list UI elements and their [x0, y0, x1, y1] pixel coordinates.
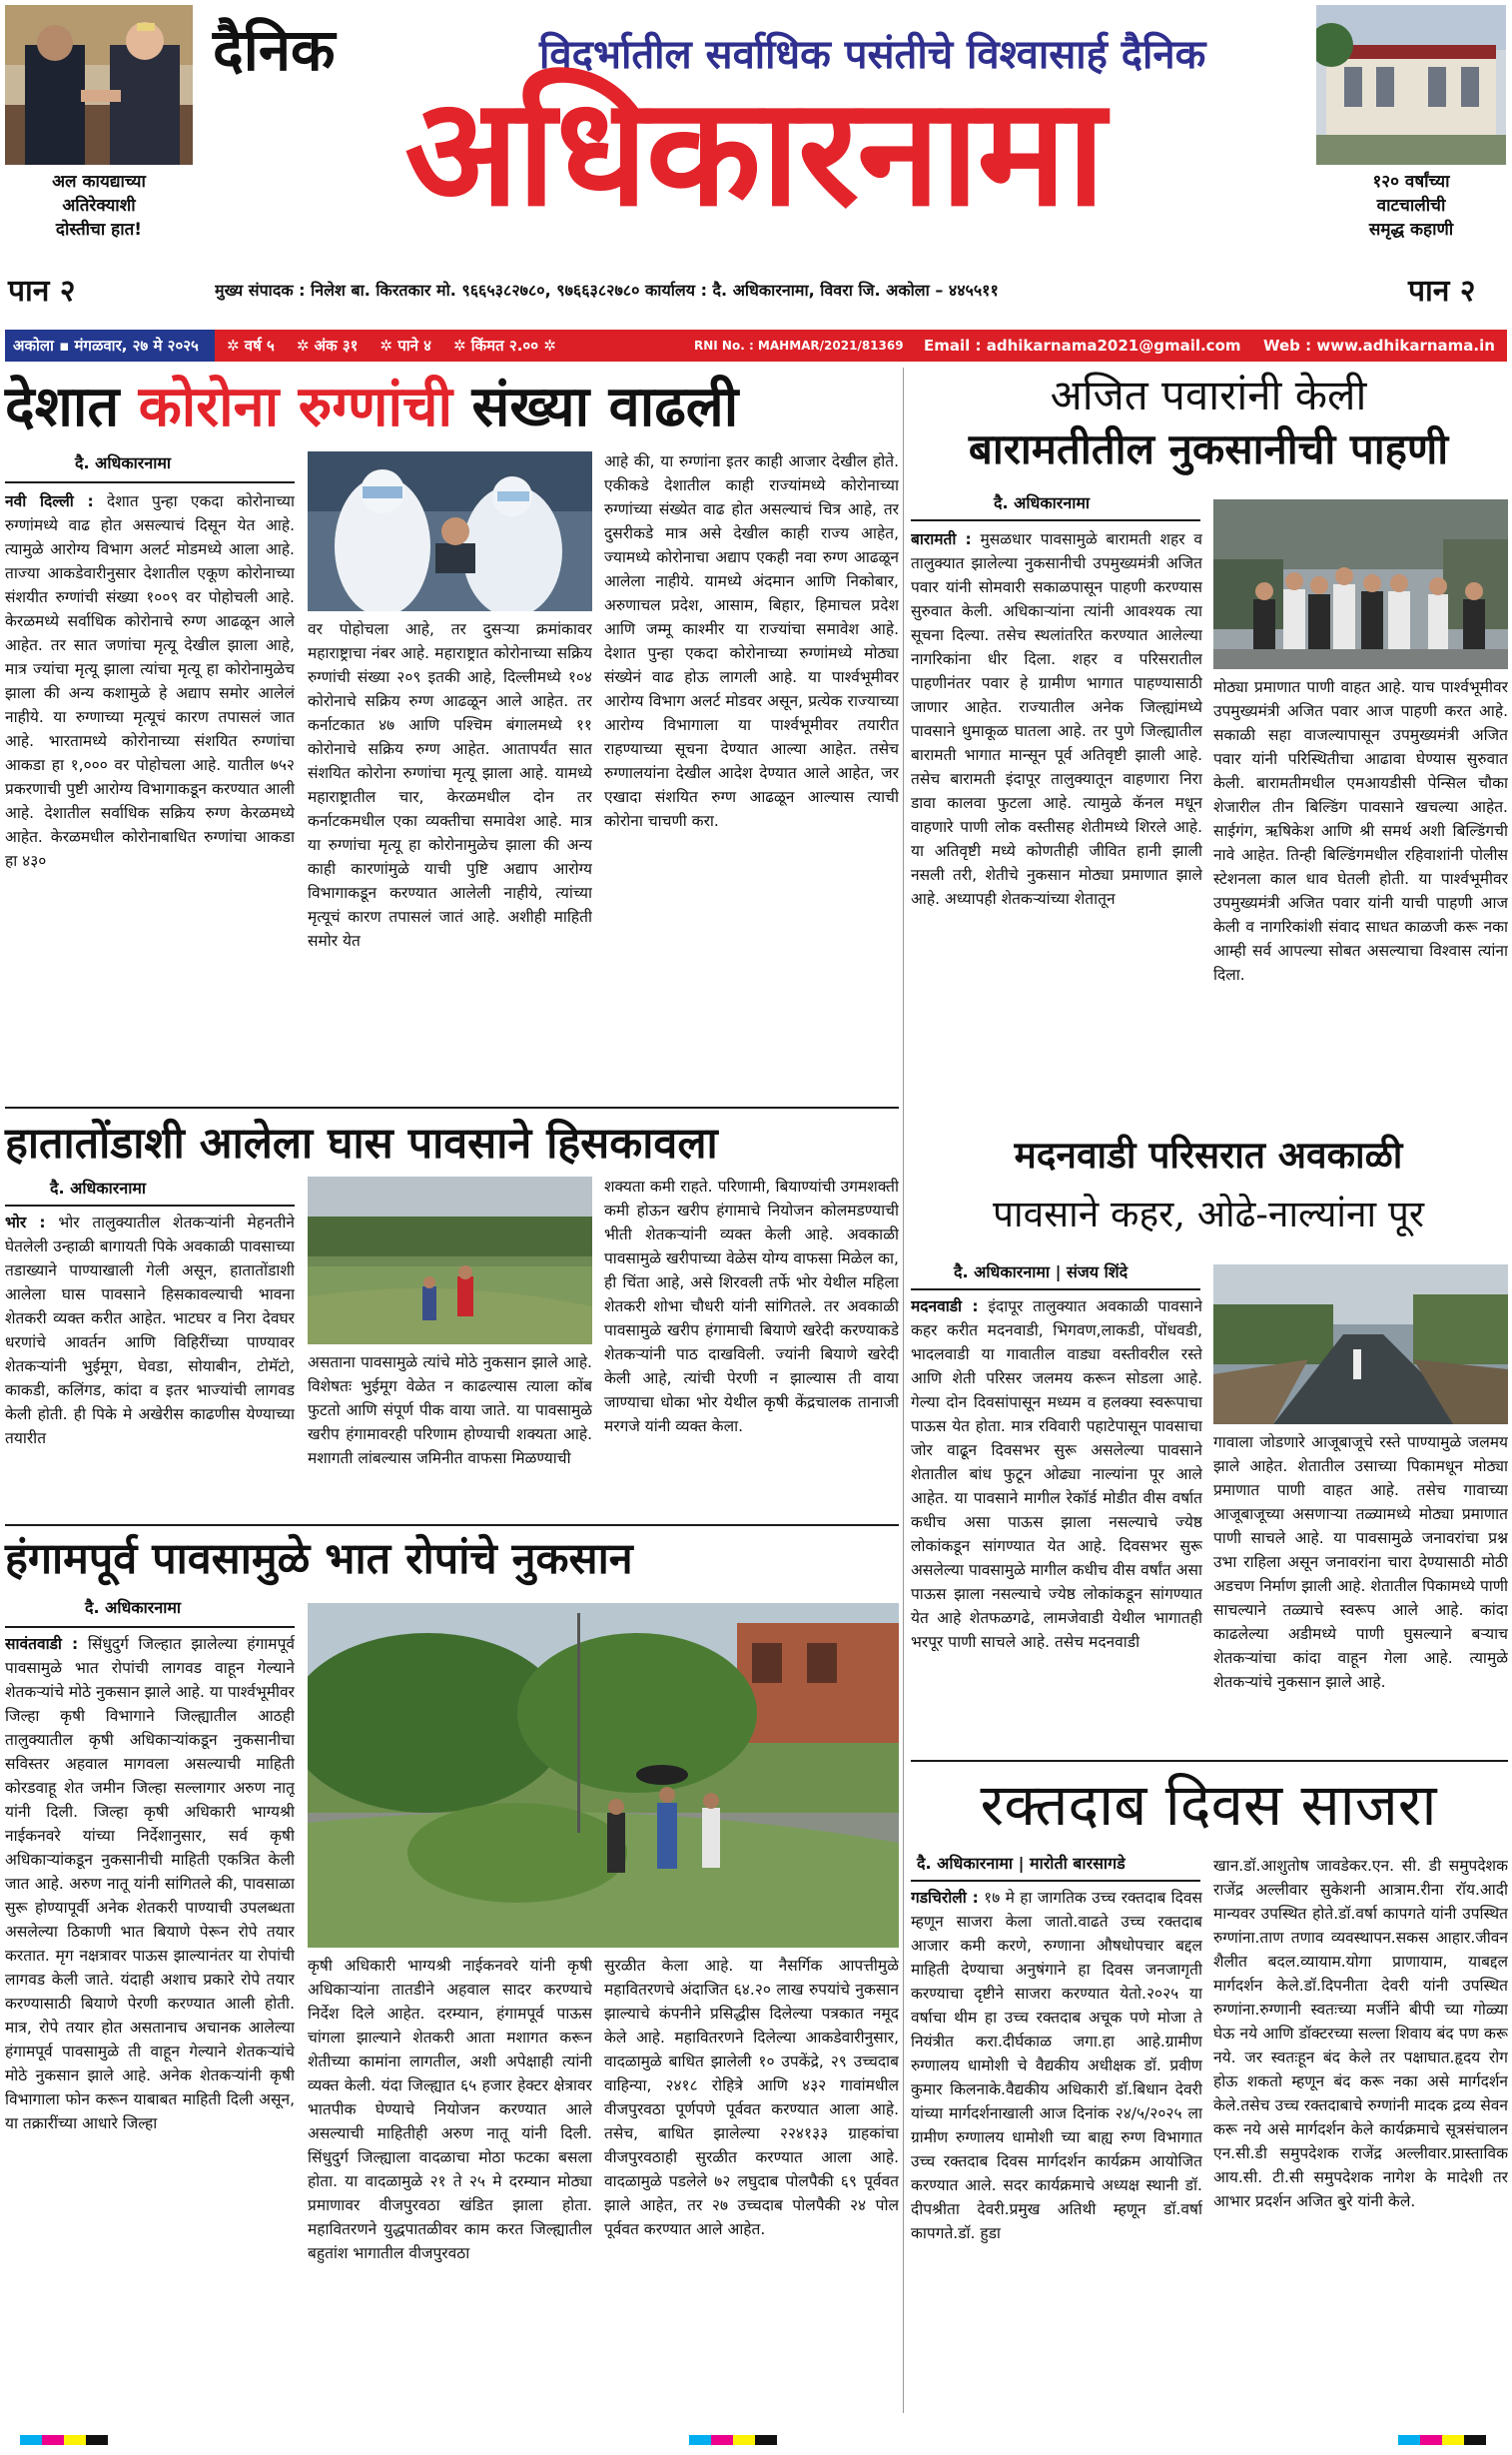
a5-byline: दै. अधिकारनामा [85, 1598, 182, 1617]
a2-col1 [911, 527, 1202, 1097]
info-price: ✲ किंमत २.०० ✲ [452, 337, 556, 355]
info-email[interactable]: Email : adhikarnama2021@gmail.com [924, 337, 1241, 355]
a3-byline: दै. अधिकारनामा [50, 1179, 147, 1198]
page-label-right: पान २ [1408, 274, 1476, 309]
a3-col3: शक्यता कमी राहते. परिणामी, बियाण्यांची उगमशक्ती कमी होऊन खरीप हंगामाचे नियोजन कोलमडण्याची भीती शेतकऱ्यांनी व्यक्त केली आहे. अवकाळी पावसामुळे खरीपाच्या वेळेस योग्य वाफसा मिळेल का, ही चिंता आहे, असे शिरवली तर्फे भोर येथील महिला शेतकरी शोभा चौधरी यांनी सांगितले. तर अवकाळी पावसामुळे खरीप हंगामाची बियाणे खरेदी करण्याकडे शेतकऱ्यांनी पाठ दाखविली. ज्यांनी बियाणे खरेदी केली आहे, त्यांची पेरणी न झाल्यास ती वाया जाण्याचा धोका भोर येथील कृषी केंद्रचालक तानाजी मरगजे यांनी व्यक्त केला. [604, 1178, 899, 1435]
a4-headline-1: मदनवाडी परिसरात अवकाळी [1014, 1133, 1403, 1177]
info-bar [5, 330, 1507, 362]
caption-line: दोस्तीचा हात! [55, 220, 143, 240]
a6-dateline: गडचिरोली : [911, 1889, 979, 1907]
a1-headline-c: संख्या वाढली [452, 374, 739, 439]
a1-headline-b: कोरोना रुग्णांची [138, 374, 453, 439]
color-bar-left [20, 2435, 108, 2445]
a3-dateline: भोर : [5, 1214, 46, 1231]
a2-dateline: बारामती : [911, 530, 972, 548]
a4-photo [1213, 1264, 1508, 1424]
a4-byline: दै. अधिकारनामा | संजय शिंदे [954, 1262, 1129, 1281]
masthead-title: अधिकारनामा [404, 66, 1104, 240]
a2-headline-1: अजित पवारांनी केली [1050, 371, 1367, 419]
info-bar-place-date: अकोला ▪ मंगळवार, २७ मे २०२५ [5, 330, 215, 362]
a5-photo [308, 1603, 899, 1948]
a2-rule [911, 519, 1200, 521]
color-bar-right [1398, 2435, 1486, 2445]
a5-headline: हंगामपूर्व पावसामुळे भात रोपांचे नुकसान [5, 1534, 633, 1584]
editor-line: मुख्य संपादक : निलेश बा. किरतकार मो. ९६६५३८२७८०, ९७६६३८२७८० कार्यालय : दै. अधिकारनामा, विवरा जि. अकोला – ४४५५११ [215, 281, 999, 300]
a4-rule [911, 1288, 1200, 1290]
a6-byline: दै. अधिकारनामा | मारोती बारसागडे [917, 1854, 1126, 1873]
a1-col2: वर पोहोचला आहे, तर दुसऱ्या क्रमांकावर महाराष्ट्राचा नंबर आहे. महाराष्ट्रात कोरोनाच्या सक्रिय रुग्णांची संख्या २०९ इतकी आहे, दिल्लीमध्ये १०४ कोरोनाचे सक्रिय रुग्ण आढळून आले आहेत. तर कर्नाटकात ४७ आणि पश्चिम बंगालमध्ये ११ कोरोनाचे सक्रिय रुग्ण आहेत. आतापर्यंत सात संशयित कोरोना रुग्णांचा मृत्यू झाला आहे. यामध्ये महाराष्ट्रातील चार, केरळमधील दोन तर कर्नाटकमधील एका व्यक्तीचा समावेश आहे. मात्र या रुग्णांचा मृत्यू हा कोरोनामुळेच झाला की अन्य काही कारणांमुळे याची पुष्टि अद्याप आरोग्य विभागाकडून करण्यात आलेली नाहीये, त्यांच्या मृत्यूचं कारण तपासलं जातं आहे. अशीही माहिती समोर येत [308, 620, 592, 950]
a3-top-rule [5, 1107, 899, 1109]
caption-line: समृद्ध कहाणी [1368, 220, 1454, 240]
caption-line: वाटचालीची [1376, 196, 1446, 216]
a5-rule [5, 1626, 295, 1628]
a6-col1 [911, 1886, 1202, 2413]
a1-col1-text: देशात पुन्हा एकदा कोरोनाच्या रुग्णांमध्ये वाढ होत असल्याचं दिसून येत आहे. त्यामुळे आरोग्य विभाग अलर्ट मोडमध्ये आला आहे. ताज्या आकडेवारीनुसार देशातील एकूण कोरोनाच्या संशयीत रुग्णांची संख्या १००९ वर पोहोचली आहे. केरळमध्ये सर्वाधिक कोरोनाचे रुग्ण आढळून आले आहेत. तर सात जणांचा मृत्यू देखील झाला आहे, मात्र ज्यांचा मृत्यू झाला त्यांचा मृत्यू हा कोरोनामुळेच झाला की अन्य कशामुळे हे अद्याप समोर आलेलं नाहीये. या रुग्णाच्या मृत्यूचं कारण तपासलं जात आहे. भारतामध्ये कोरोनाच्या संशयित रुग्णांचा आकडा हा १,००० वर पोहोचला आहे. यातील ७५२ प्रकरणाची पुष्टी आरोग्य विभागाकडून करण्यात आली आहे. देशातील सर्वाधिक सक्रिय रुग्ण केरळमध्ये आहेत. केरळमधील कोरोनाबाधित रुग्णांचा आकडा हा ४३० [5, 492, 295, 870]
a6-col2: खान.डॉ.आशुतोष जावडेकर.एन. सी. डी समुपदेशक राजेंद्र अल्लीवार सुकेशनी आत्राम.रीना रॉय.आदी मान्यवर उपस्थित होते.डॉ.वर्षा कापगते यांनी उपस्थित रुग्णांना.ताण तणाव व्यवस्थापन.सकस आहार.जीवन शैलीत बदल.व्यायाम.योगा प्राणायाम, याबद्दल मार्गदर्शन केले.डॉ.दिपनीता देवरी यांनी उपस्थित रुग्णांना.रुग्णानी स्वतःच्या मर्जीने बीपी च्या गोळ्या घेऊ नये आणि डॉक्टरच्या सल्ला शिवाय बंद पण करू नये. जर स्वतःहून बंद केले तर पक्षाघात.हृदय रोग होऊ शकतो म्हणून बंद करू नका असे मार्गदर्शन केले.तसेच उच्च रक्तदाबाचे रुग्णांनी मादक द्रव्य सेवन करू नये असे मार्गदर्शन केले कार्यक्रमाचे सूत्रसंचालन एन.सी.डी समुपदेशक राजेंद्र अल्लीवार.प्रास्ताविक आय.सी. टी.सी समुपदेशक नागेश के मादेशी तर आभार प्रदर्शन अजित बुरे यांनी केले. [1213, 1857, 1508, 2210]
info-pages: ✲ पाने ४ [379, 337, 431, 355]
page-label-left: पान २ [8, 274, 76, 309]
masthead-tagline: विदर्भातील सर्वाधिक पसंतीचे विश्वासार्ह दैनिक [539, 32, 1206, 78]
info-issue: ✲ अंक ३१ [296, 337, 359, 355]
a6-rule [911, 1880, 1200, 1882]
a2-byline: दै. अधिकारनामा [994, 493, 1091, 512]
a4-col2: गावाला जोडणारे आजूबाजूचे रस्ते पाण्यामुळे जलमय झाले आहेत. शेतातील उसाच्या पिकामधून मोठ्या प्रमाणात पाणी वाहत आहे. तसेच गावाच्या आजूबाजूच्या असणाऱ्या तळ्यामध्ये मोठ्या प्रमाणात पाणी साचले आहे. या पावसामुळे जनावरांचा प्रश्न उभा राहिला असून जनावरांना चारा देण्यासाठी मोठी अडचण निर्माण झाली आहे. शेतातील पिकामध्ये पाणी साचल्याने तळ्याचे स्वरूप आले आहे. कांदा काढलेल्या अडीमध्ये पाणी घुसल्याने बऱ्याच शेतकऱ्यांचा कांदा वाहून गेला आहे. त्यामुळे शेतकऱ्यांचे नुकसान झाले आहे. [1213, 1433, 1508, 1691]
a5-top-rule [5, 1524, 899, 1526]
a3-col2: असताना पावसामुळे त्यांचे मोठे नुकसान झाले आहे. विशेषतः भुईमूग वेळेत न काढल्यास त्याला कोंब फुटतो आणि संपूर्ण पीक वाया जाते. या पावसामुळे खरीप हंगामावरही परिणाम होण्याची शक्यता आहे. मशागती लांबल्यास जमिनीत वाफसा मिळण्याची [308, 1353, 592, 1467]
a3-photo [308, 1177, 592, 1344]
a2-headline-2: बारामतीतील नुकसानीची पाहणी [968, 424, 1449, 473]
color-bar-center [689, 2435, 777, 2445]
a5-col3: सुरळीत केला आहे. या नैसर्गिक आपत्तीमुळे महावितरणचे अंदाजित ६४.२० लाख रुपयांचे नुकसान झाल्याचे कंपनीने प्रसिद्धीस दिलेल्या पत्रकात नमूद केले आहे. महावितरणने दिलेल्या आकडेवारीनुसार, वादळामुळे बाधित झालेली १० उपकेंद्रे, २९ उच्चदाब वाहिन्या, २४१८ रोहित्रे आणि ४३२ गावांमधील वीजपुरवठा पूर्णपणे पूर्ववत करण्यात आला आहे. तसेच, बाधित झालेल्या २२४१३३ ग्राहकांचा वीजपुरवठाही सुरळीत करण्यात आला आहे. वादळामुळे पडलेले ७२ लघुदाब पोलपैकी ६९ पूर्ववत झाले आहेत, तर २७ उच्चदाब पोलपैकी २४ पोल पूर्ववत करण्यात आले आहेत. [604, 1957, 899, 2238]
info-rni: RNI No. : MAHMAR/2021/81369 [694, 339, 904, 353]
masthead-right-caption [1316, 170, 1506, 242]
a1-headline [5, 372, 738, 441]
a1-rule [5, 481, 295, 483]
a1-col3: आहे की, या रुग्णांना इतर काही आजार देखील होते. एकीकडे देशातील काही राज्यांमध्ये कोरोनाच्या रुग्णांच्या संख्येत वाढ होत असल्याचं चित्र आहे, तर दुसरीकडे मात्र असे देखील काही राज्य आहेत, ज्यामध्ये कोरोनाचा अद्याप एकही नवा रुग्ण आढळून आलेला नाहीये. यामध्ये अंदमान आणि निकोबार, अरुणाचल प्रदेश, आसाम, बिहार, हिमाचल प्रदेश आणि जम्मू काश्मीर या राज्यांचा समावेश आहे. देशात पुन्हा एकदा कोरोनाच्या रुग्णांमध्ये मोठ्या संख्येनं वाढ होऊ लागली आहे. या पार्श्वभूमीवर आरोग्य विभाग अलर्ट मोडवर असून, प्रत्येक राज्याच्या आरोग्य विभागाला या पार्श्वभूमीवर तयारीत राहण्याच्या सूचना देण्यात आल्या आहेत. तसेच रुग्णालयांना देखील आदेश देण्यात आले आहेत, जर एखादा संशयित रुग्ण आढळून आल्यास त्याची कोरोना चाचणी करा. [604, 452, 899, 830]
a6-headline: रक्तदाब दिवस साजरा [980, 1771, 1437, 1839]
masthead-left-caption [5, 170, 193, 242]
caption-line: १२० वर्षांच्या [1372, 172, 1450, 192]
a1-byline: दै. अधिकारनामा [75, 453, 172, 472]
a4-col1-text: इंदापूर तालुक्यात अवकाळी पावसाने कहर करीत मदनवाडी, भिगवण,लाकडी, पोंधवडी, भादलवाडी या गावातील वाड्या वस्तीवरील रस्ते आणि शेती परिसर जलमय करून सोडला आहे. गेल्या दोन दिवसांपासून मध्यम व हलक्या स्वरूपाचा पाऊस येत होता. मात्र रविवारी पहाटेपासून पावसाचा जोर वाढून दिवसभर सुरू असलेल्या पावसाने शेतातील बांध फुटून ओढ्या नाल्यांना पूर आले आहेत. या पावसाने मागील रेकॉर्ड मोडीत वीस वर्षात कधीच असा पाऊस झाला नसल्याचे ज्येष्ठ लोकांकडून सांगण्यात येत आहे. दिवसभर सुरू असलेल्या पावसामुळे मागील कधीच वीस वर्षांत असा पाऊस झाला नसल्याचे ज्येष्ठ लोकांकडून सांगण्यात येत आहे शेतफळगढे, लामजेवाडी येथील भागातही भरपूर पाणी साचले आहे. तसेच मदनवाडी [911, 1297, 1202, 1651]
a3-col1-text: भोर तालुक्यातील शेतकऱ्यांनी मेहनतीने घेतलेली उन्हाळी बागायती पिके अवकाळी पावसाच्या तडाख्याने पाण्याखाली गेली असून, हातातोंडाशी आलेला घास पावसाने हिसकावल्याची भावना शेतकरी व्यक्त करीत आहेत. भाटघर व निरा देवघर धरणांचे आवर्तन आणि विहिरींच्या पाण्यावर शेतकऱ्यांनी भुईमूग, घेवडा, सोयाबीन, टोमॅटो, काकडी, कलिंगड, कांदा व इतर भाज्यांची लागवड केली होती. ही पिके मे अखेरीस काढणीस येण्याच्या तयारीत [5, 1214, 295, 1447]
masthead-left-photo [5, 5, 193, 165]
a1-dateline: नवी दिल्ली : [5, 492, 94, 510]
masthead-right-photo [1316, 5, 1506, 165]
caption-line: अल कायद्याच्या [52, 172, 146, 192]
caption-line: अतिरेक्याशी [62, 196, 136, 216]
a2-col1-text: मुसळधार पावसामुळे बारामती शहर व तालुक्यात झालेल्या नुकसानीची उपमुख्यमंत्री अजित पवार यांनी सोमवारी सकाळपासून पाहणी करण्यास सुरुवात केली. अधिकाऱ्यांना त्यांनी आवश्यक त्या सूचना दिल्या. तसेच स्थलांतरित करण्यात आलेल्या नागरिकांना धीर दिला. शहर व परिसरातील पाहणीनंतर पवार हे ग्रामीण भागात पाहण्यासाठी जाणार आहेत. राज्यातील अनेक जिल्ह्यांमध्ये पावसाने धुमाकूळ घातला आहे. तर पुणे जिल्ह्यातील बारामती भागात मान्सून पूर्व अतिवृष्टी झाली आहे. तसेच बारामती इंदापूर तालुक्यातून वाहणारा निरा डावा कालवा फुटला आहे. त्यामुळे कॅनल मधून वाहणारे पाणी लोक वस्तीसह शेतीमध्ये शिरले आहे. या अतिवृष्टी मध्ये कोणतीही जीवित हानी झाली नसली तरी, शेतीचे नुकसान मोठ्या प्रमाणात झाले आहे. अध्यापही शेतकऱ्यांच्या शेतातून [911, 530, 1202, 908]
masthead-daily: दैनिक [213, 16, 336, 84]
a5-col1 [5, 1632, 295, 2411]
a4-dateline: मदनवाडी : [911, 1297, 979, 1315]
a1-headline-a: देशात [5, 374, 139, 439]
a1-col1 [5, 489, 295, 1094]
a5-col1-text: सिंधुदुर्ग जिल्हात झालेल्या हंगामपूर्व पावसामुळे भात रोपांची लागवड वाहून गेल्याने शेतकऱ्यांचे मोठे नुकसान झाले आहे. या पार्श्वभूमीवर जिल्हा कृषी विभागाने जिल्ह्यातील आठही तालुक्यातील कृषी अधिकाऱ्यांकडून नुकसानीचा सविस्तर अहवाल मागवला असल्याची माहिती कोरडवाहू शेत जमीन जिल्हा सल्लागार अरुण नातू यांनी दिली. जिल्हा कृषी अधिकारी भाग्यश्री नाईकनवरे यांच्या निर्देशानुसार, सर्व कृषी अधिकाऱ्यांकडून नुकसानीची माहिती एकत्रित केली जात आहे. अरुण नातू यांनी सांगितले की, पावसाळा सुरू होण्यापूर्वी अनेक शेतकरी पाण्याची उपलब्धता असलेल्या ठिकाणी भात बियाणे पेरून रोपे तयार करतात. मृग नक्षत्रावर पाऊस झाल्यानंतर या रोपांची लागवड केली जाते. यंदाही अशाच प्रकारे रोपे तयार करण्यासाठी बियाणे पेरणी करण्यात आली होती. मात्र, रोपे तयार होत असतानाच अचानक आलेल्या हंगामपूर्व पावसामुळे ती वाहून गेल्याने शेतकऱ्यांचे मोठे नुकसान झाले आहे. अनेक शेतकऱ्यांनी कृषी विभागाला फोन करून याबाबत माहिती दिली असून, या तक्रारींच्या आधारे जिल्हा [5, 1635, 295, 2132]
a5-col2: कृषी अधिकारी भाग्यश्री नाईकनवरे यांनी कृषी अधिकाऱ्यांना तातडीने अहवाल सादर करण्याचे निर्देश दिले आहेत. दरम्यान, हंगामपूर्व पाऊस चांगला झाल्याने शेतकरी आता मशागत करून शेतीच्या कामांना लागतील, अशी अपेक्षाही त्यांनी व्यक्त केली. यंदा जिल्ह्यात ६५ हजार हेक्टर क्षेत्रावर भातपीक घेण्याचे नियोजन करण्यात आले असल्याची माहितीही अरुण नातू यांनी दिली. सिंधुदुर्ग जिल्ह्याला वादळाचा मोठा फटका बसला होता. या वादळामुळे २१ ते २५ मे दरम्यान मोठ्या प्रमाणावर वीजपुरवठा खंडित झाला होता. महावितरणने युद्धपातळीवर काम करत जिल्ह्यातील बहुतांश भागातील वीजपुरवठा [308, 1957, 592, 2262]
divider [903, 368, 904, 2413]
a3-rule [5, 1205, 295, 1207]
a1-photo [308, 451, 592, 611]
a3-headline: हातातोंडाशी आलेला घास पावसाने हिसकावला [5, 1119, 718, 1169]
a3-col1 [5, 1211, 295, 1515]
info-year: ✲ वर्ष ५ [227, 337, 275, 355]
a4-col1 [911, 1294, 1202, 1749]
a6-col1-text: १७ मे हा जागतिक उच्च रक्तदाब दिवस म्हणून साजरा केला जातो.वाढते उच्च रक्तदाब आजार कमी करणे, रुग्णाना औषधोपचार बद्दल माहिती देण्याचा अनुषंगाने हा दिवस जनजागृती करण्याचा दृष्टीने साजरा करण्यात येतो.२०२५ या वर्षाचा थीम हा उच्च रक्तदाब अचूक पणे मोजा ते नियंत्रीत करा.दीर्घकाळ जगा.हा आहे.ग्रामीण रुग्णालय धामोशी चे वैद्यकीय अधीक्षक डॉ. प्रवीण कुमार किलनाके.वैद्यकीय अधिकारी डॉ.बिधान देवरी यांच्या मार्गदर्शनाखाली आज दिनांक २४/५/२०२५ ला ग्रामीण रुग्णालय धामोशी च्या बाह्य रुग्ण विभागात उच्च रक्तदाब दिवस मार्गदर्शन कार्यक्रम आयोजित करण्यात आले. सदर कार्यक्रमाचे अध्यक्ष स्थानी डॉ. दीपश्रीता देवरी.प्रमुख अतिथी म्हणून डॉ.वर्षा कापगते.डॉ. हुडा [911, 1889, 1202, 2242]
a2-photo [1213, 499, 1508, 669]
info-web[interactable]: Web : www.adhikarnama.in [1263, 337, 1495, 355]
a4-headline-2: पावसाने कहर, ओढे-नाल्यांना पूर [992, 1193, 1425, 1235]
a5-dateline: सावंतवाडी : [5, 1635, 79, 1653]
a2-col2: मोठ्या प्रमाणात पाणी वाहत आहे. याच पार्श्वभूमीवर उपमुख्यमंत्री अजित पवार आज पाहणी करत आहे. सकाळी सहा वाजल्यापासून उपमुख्यमंत्री अजित पवार यांनी परिस्थितीचा आढावा घेण्यास सुरुवात केली. बारामतीमधील एमआयडीसी पेन्सिल चौका शेजारील तीन बिल्डिंग पावसाने खचल्या आहेत. साईगंग, ऋषिकेश आणि श्री समर्थ अशी बिल्डिंगची नावे आहेत. तिन्ही बिल्डिंगमधील रहिवाशांनी पोलीस स्टेशनला काल धाव घेतली होती. या पार्श्वभूमीवर उपमुख्यमंत्री अजित पवार यांनी याची पाहणी आज केली व नागरिकांशी संवाद साधत काळजी करू नका आम्ही सर्व आपल्या सोबत असल्याचा विश्वास त्यांना दिला. [1213, 678, 1508, 984]
info-bar-items [227, 330, 666, 362]
a6-top-rule [911, 1760, 1508, 1762]
